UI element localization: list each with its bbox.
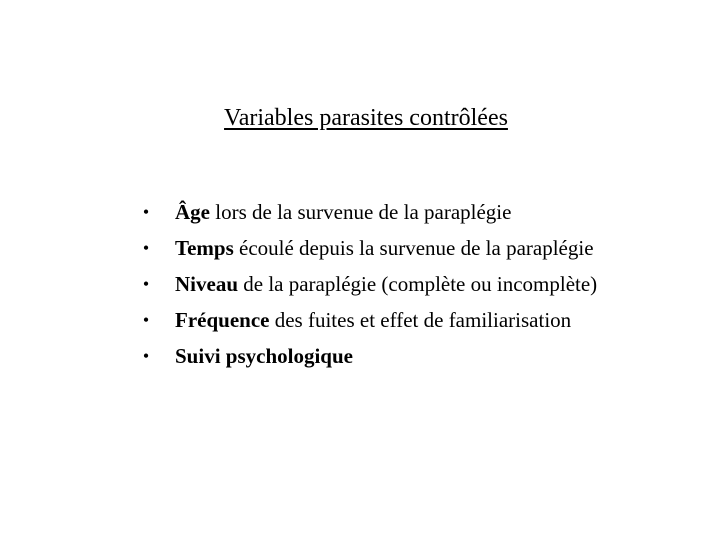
bullet-icon: •	[142, 238, 150, 258]
list-item-keyword: Âge	[175, 200, 210, 224]
bullet-icon: •	[142, 274, 150, 294]
bullet-icon: •	[142, 346, 150, 366]
list-item-keyword: Temps	[175, 236, 234, 260]
list-item-rest: écoulé depuis la survenue de la paraplégie	[233, 236, 594, 260]
list-item-text	[175, 338, 353, 374]
bullet-icon: •	[142, 202, 150, 222]
list-item-rest: lors de la survenue de la paraplégie	[210, 200, 512, 224]
slide-title: Variables parasites contrôlées	[224, 105, 508, 131]
list-item-text	[175, 230, 594, 266]
list-item-rest: des fuites et effet de familiarisation	[269, 308, 572, 332]
list-item-keyword: Suivi psychologique	[175, 344, 353, 368]
list-item-text	[175, 302, 571, 338]
list-item-rest: de la paraplégie (complète ou incomplète)	[238, 272, 598, 296]
list-item-text	[175, 194, 511, 230]
list-item-text	[175, 266, 597, 302]
list-item-keyword: Niveau	[175, 272, 238, 296]
list-item-keyword: Fréquence	[175, 308, 270, 332]
bullet-icon: •	[142, 310, 150, 330]
